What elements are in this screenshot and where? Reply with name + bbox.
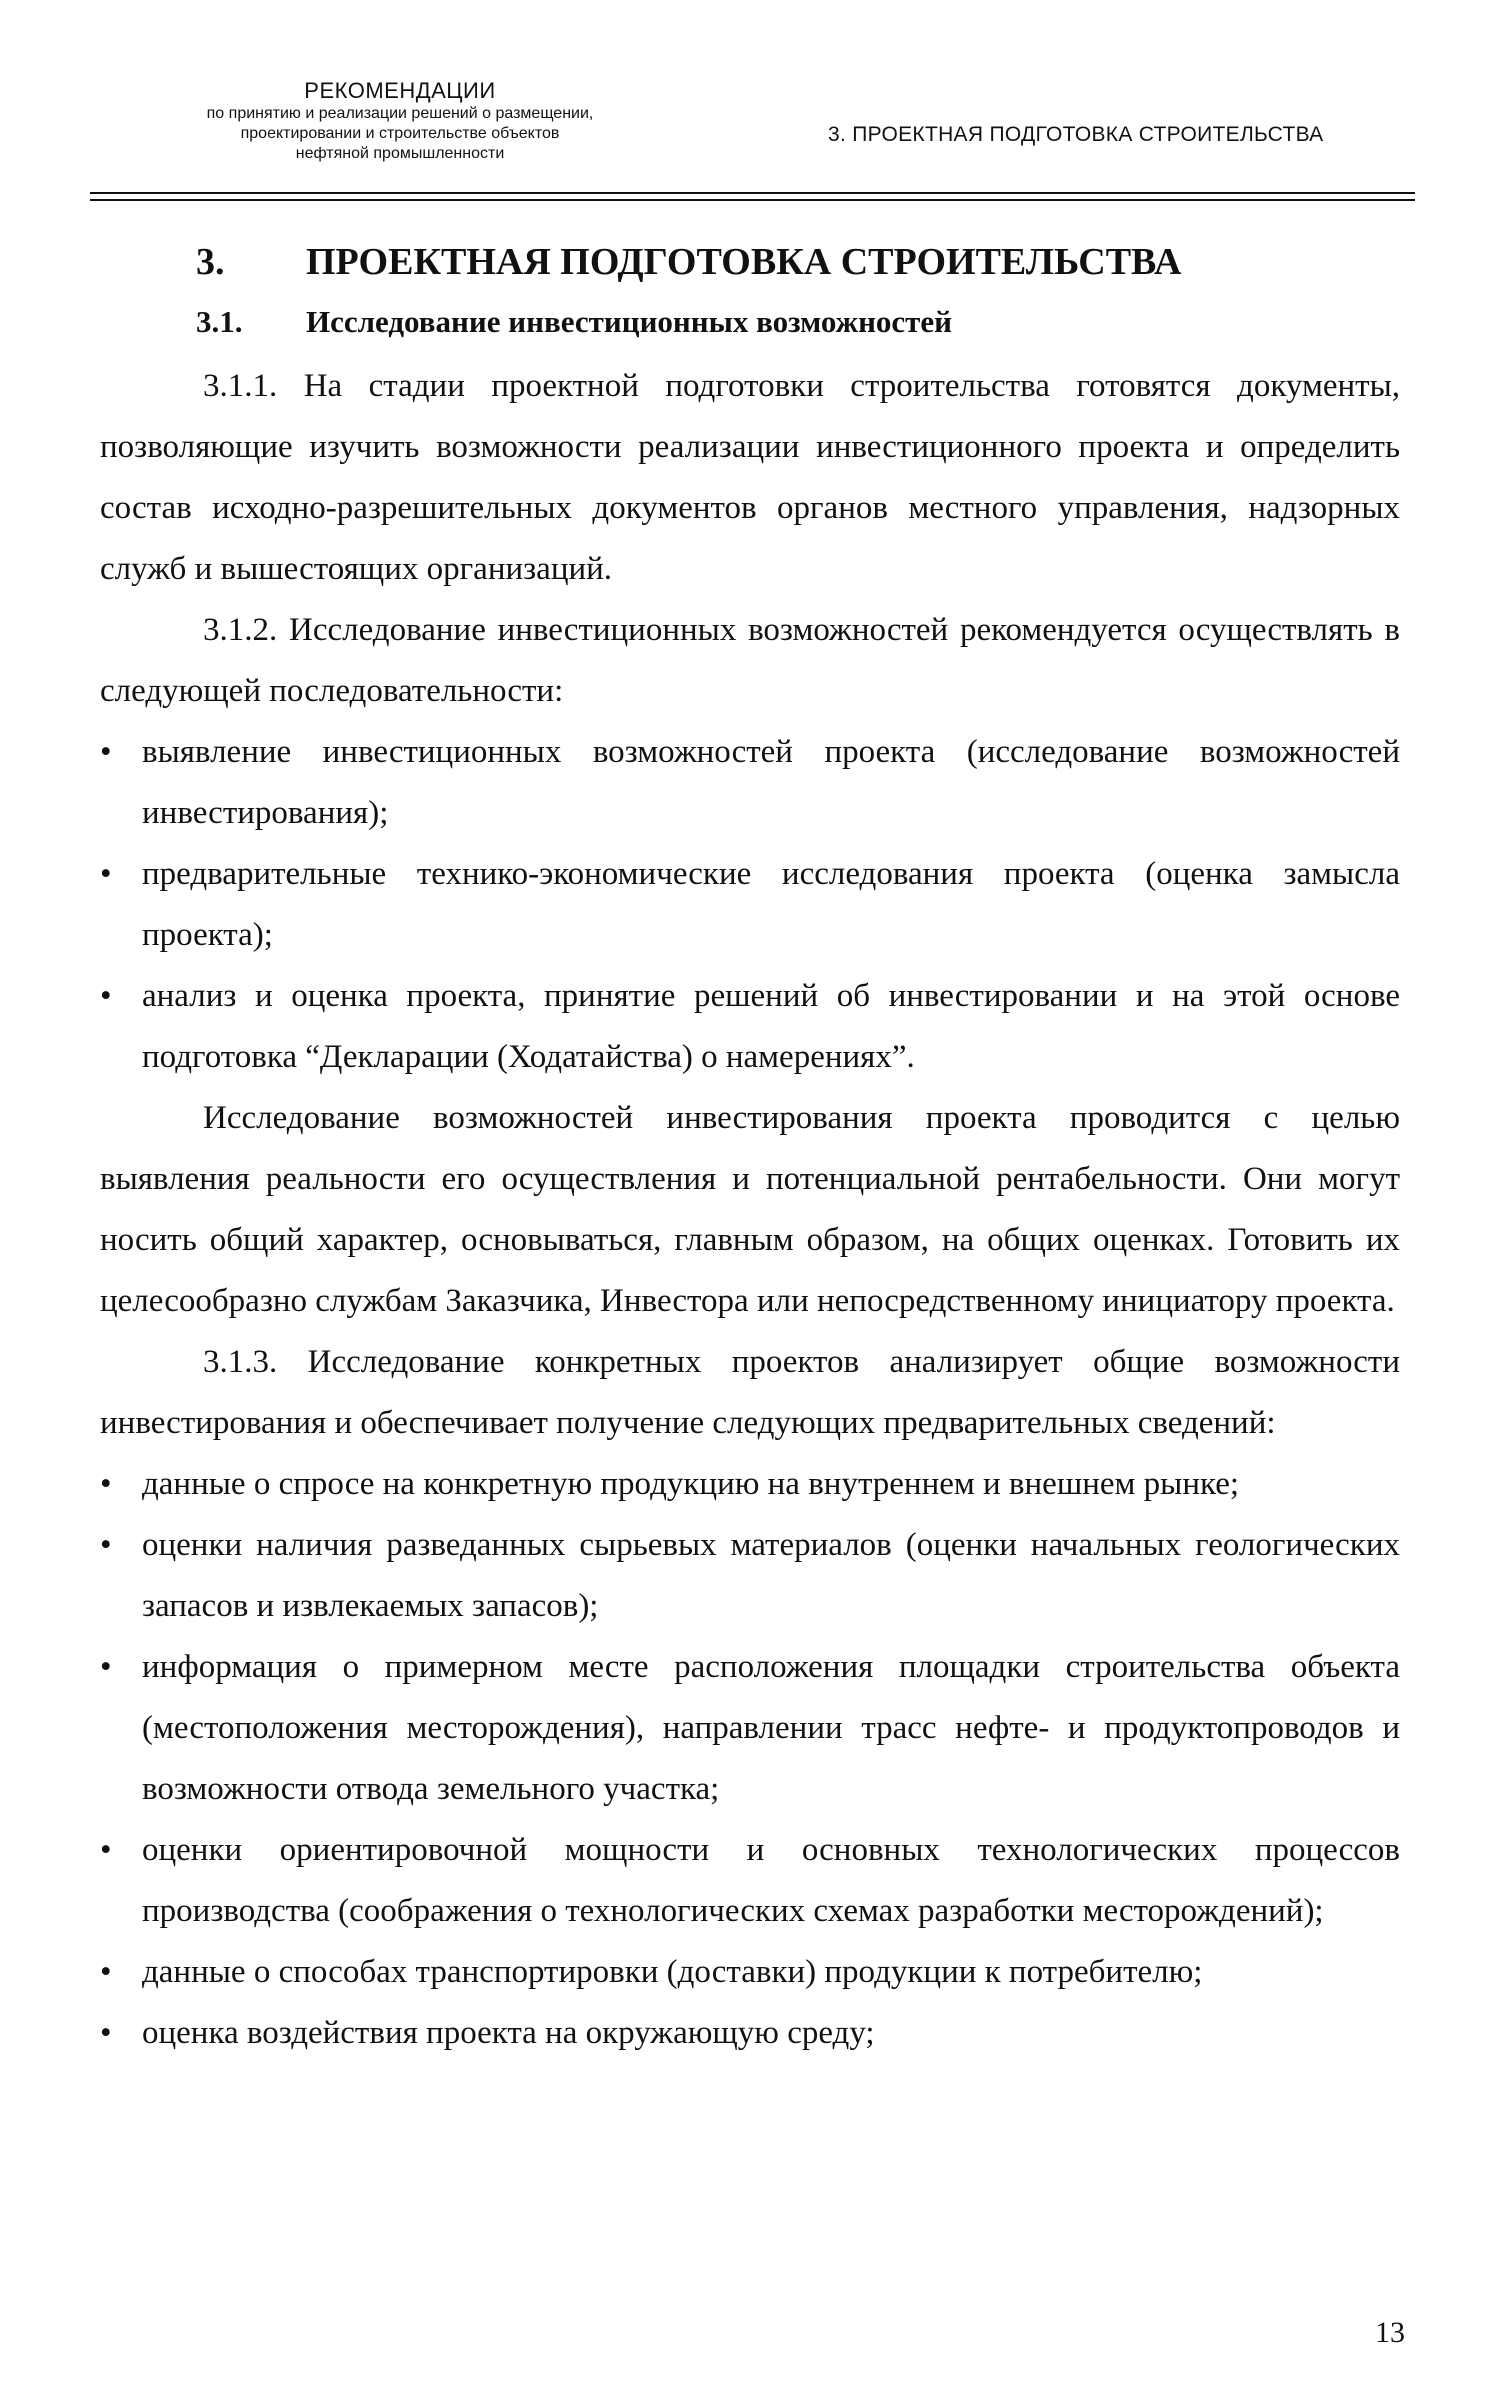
paragraph-3-1-3: 3.1.3. Исследование конкретных проектов анализирует общие возможности инвестирования и обеспечивает получение следующих предварительных сведений:: [100, 1344, 1400, 1441]
list-item-text: оценки ориентировочной мощности и основных технологических процессов производства (соображения о технологических схемах разработки месторождений);: [142, 1832, 1400, 1929]
list-item: [100, 1637, 1400, 1820]
list-item-text: информация о примерном месте расположения площадки строительства объекта (местоположения месторождения), направлении трасс нефте- и продуктопроводов и возможности отвода земельного участка;: [142, 1649, 1400, 1807]
list-item-text: предварительные технико-экономические исследования проекта (оценка замысла проекта);: [142, 856, 1400, 953]
list-item: [100, 1820, 1400, 1942]
bullet-icon: •: [100, 856, 112, 892]
header-divider: [90, 192, 1415, 201]
list-item: [100, 966, 1400, 1088]
bullet-icon: •: [100, 978, 112, 1014]
page-number: 13: [1375, 2316, 1405, 2349]
list-item: [100, 1454, 1400, 1515]
chapter-number: 3.: [196, 241, 225, 283]
bullet-icon: •: [100, 1954, 112, 1990]
section-title: Исследование инвестиционных возможностей: [306, 304, 953, 339]
investment-steps-list: [100, 722, 1400, 1088]
list-item-text: анализ и оценка проекта, принятие решений об инвестировании и на этой основе подготовка “Декларации (Ходатайства) о намерениях”.: [142, 978, 1400, 1075]
list-item: [100, 2003, 1400, 2064]
bullet-icon: •: [100, 1527, 112, 1563]
paragraph-investment-study: Исследование возможностей инвестирования проекта проводится с целью выявления реальности его осуществления и потенциальной рентабельности. Они могут носить общий характер, основываться, главным образом, на общих оценках. Готовить их целесообразно службам Заказчика, Инвестора или непосредственному инициатору проекта.: [100, 1100, 1400, 1319]
list-item-text: данные о спросе на конкретную продукцию на внутреннем и внешнем рынке;: [142, 1466, 1240, 1502]
chapter-title: ПРОЕКТНАЯ ПОДГОТОВКА СТРОИТЕЛЬСТВА: [306, 241, 1182, 283]
running-header-left: [80, 78, 720, 164]
bullet-icon: •: [100, 1649, 112, 1685]
preliminary-info-list: [100, 1454, 1400, 2064]
list-item: [100, 722, 1400, 844]
header-title: РЕКОМЕНДАЦИИ: [304, 78, 496, 103]
section-heading: [196, 304, 952, 340]
list-item-text: оценка воздействия проекта на окружающую среду;: [142, 2015, 875, 2051]
list-item: [100, 844, 1400, 966]
chapter-heading: [196, 240, 1181, 284]
section-number: 3.1.: [196, 304, 243, 339]
header-subtitle-line-3: нефтяной промышленности: [295, 145, 505, 162]
paragraph-3-1-2: 3.1.2. Исследование инвестиционных возможностей рекомендуется осуществлять в следующей последовательности:: [100, 612, 1400, 709]
list-item: [100, 1942, 1400, 2003]
header-subtitle-line-2: проектировании и строительстве объектов: [240, 125, 560, 142]
bullet-icon: •: [100, 1466, 112, 1502]
bullet-icon: •: [100, 1832, 112, 1868]
bullet-icon: •: [100, 2015, 112, 2051]
header-subtitle-line-1: по принятию и реализации решений о размещении,: [206, 105, 594, 122]
body-text: [100, 356, 1400, 2064]
list-item-text: оценки наличия разведанных сырьевых материалов (оценки начальных геологических запасов и извлекаемых запасов);: [142, 1527, 1400, 1624]
list-item: [100, 1515, 1400, 1637]
list-item-text: данные о способах транспортировки (доставки) продукции к потребителю;: [142, 1954, 1203, 1990]
list-item-text: выявление инвестиционных возможностей проекта (исследование возможностей инвестирования);: [142, 734, 1400, 831]
bullet-icon: •: [100, 734, 112, 770]
running-header-section: 3. ПРОЕКТНАЯ ПОДГОТОВКА СТРОИТЕЛЬСТВА: [828, 123, 1324, 146]
paragraph-3-1-1: 3.1.1. На стадии проектной подготовки строительства готовятся документы, позволяющие изучить возможности реализации инвестиционного проекта и определить состав исходно-разрешительных документов органов местного управления, надзорных служб и вышестоящих организаций.: [100, 368, 1400, 587]
